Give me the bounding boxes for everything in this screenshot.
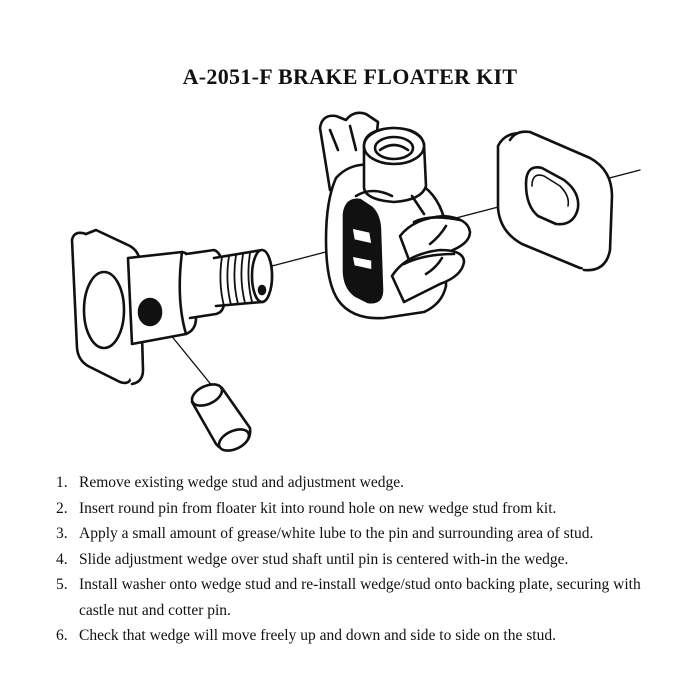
instruction-step xyxy=(56,496,676,522)
wedge-stud xyxy=(72,230,272,384)
step-number: 3. xyxy=(56,525,68,542)
instruction-step xyxy=(56,547,676,573)
step-text: Insert round pin from floater kit into round hole on new wedge stud from kit. xyxy=(79,499,557,517)
step-number: 1. xyxy=(56,474,68,491)
round-pin xyxy=(189,380,253,455)
step-number: 5. xyxy=(56,576,68,593)
step-text: Check that wedge will move freely up and down and side to side on the stud. xyxy=(79,627,556,644)
step-text: Remove existing wedge stud and adjustment wedge. xyxy=(79,474,405,491)
step-text: Apply a small amount of grease/white lube to the pin and surrounding area of stud. xyxy=(79,525,594,542)
instruction-step xyxy=(56,623,676,649)
washer xyxy=(498,132,612,270)
step-text: Install washer onto wedge stud and re-install wedge/stud onto backing plate, securing with castle nut and cotter pin. xyxy=(79,576,641,619)
step-text: Slide adjustment wedge over stud shaft until pin is centered with-in the wedge. xyxy=(79,550,569,568)
step-number: 6. xyxy=(56,627,68,644)
step-number: 2. xyxy=(56,499,68,517)
instruction-step xyxy=(56,521,676,547)
instruction-steps xyxy=(56,470,676,649)
adjustment-wedge xyxy=(320,113,470,318)
pin-hole xyxy=(139,299,161,325)
instruction-step xyxy=(56,572,676,623)
step-number: 4. xyxy=(56,550,68,568)
page-title: A-2051-F BRAKE FLOATER KIT xyxy=(182,64,518,89)
instruction-step xyxy=(56,470,676,496)
